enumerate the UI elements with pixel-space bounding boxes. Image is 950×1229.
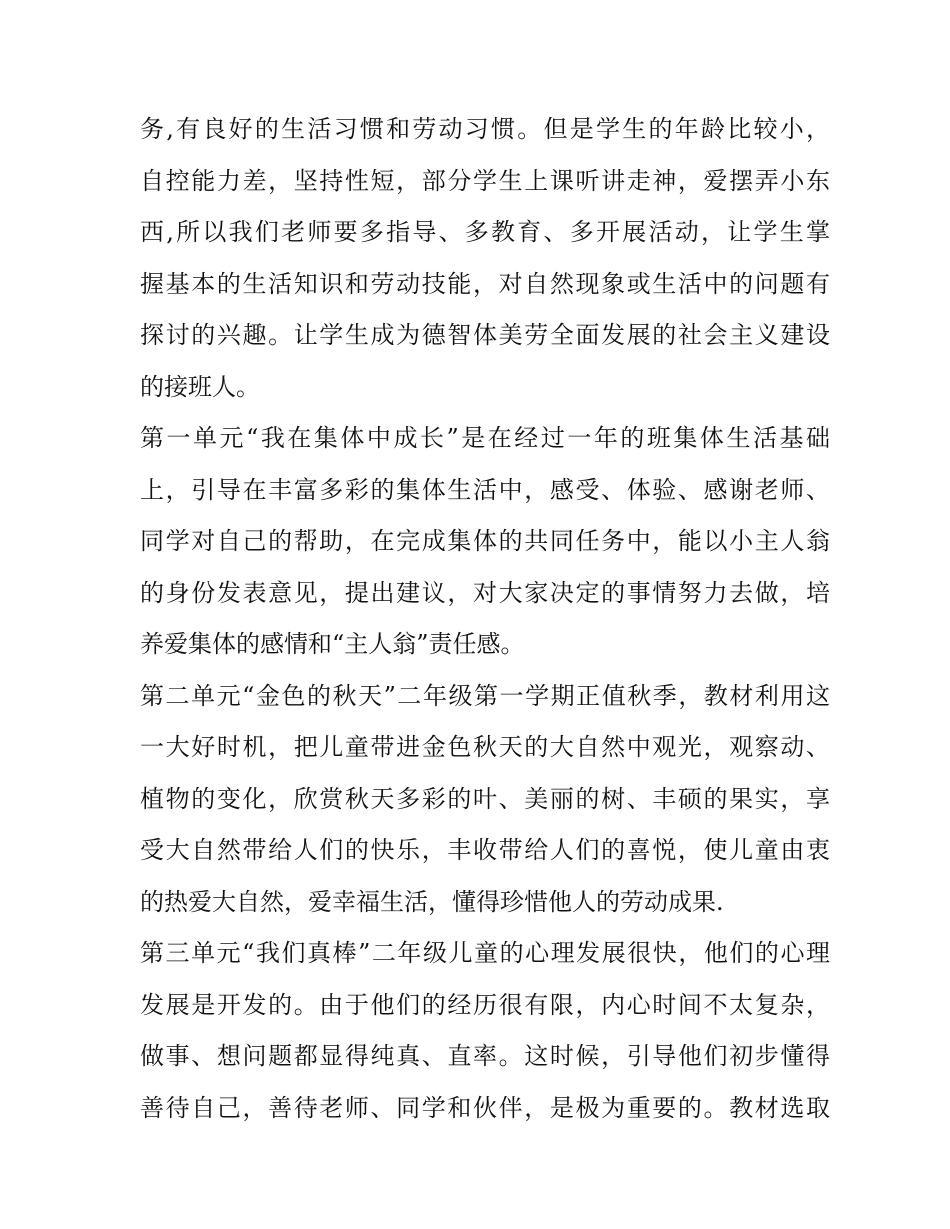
text-line: 务,有良好的生活习惯和劳动习惯。但是学生的年龄比较小，: [140, 115, 830, 143]
text-line: 受大自然带给人们的快乐，丰收带给人们的喜悦，使儿童由衷: [140, 836, 830, 864]
text-line: 的身份发表意见，提出建议，对大家决定的事情努力去做，培: [140, 578, 830, 607]
text-line: 自控能力差，坚持性短，部分学生上课听讲走神，爱摆弄小东: [140, 166, 830, 195]
text-line: 探讨的兴趣。让学生成为德智体美劳全面发展的社会主义建设: [140, 321, 830, 349]
text-line: 西,所以我们老师要多指导、多教育、多开展活动，让学生掌: [140, 218, 830, 246]
text-line: 第一单元“我在集体中成长”是在经过一年的班集体生活基础: [140, 424, 830, 452]
text-line: 善待自己，善待老师、同学和伙伴，是极为重要的。教材选取: [140, 1093, 830, 1122]
text-line: 养爱集体的感情和“主人翁”责任感。: [140, 630, 525, 658]
text-line: 的热爱大自然，爱幸福生活，懂得珍惜他人的劳动成果.: [140, 887, 724, 916]
body-text: [140, 104, 830, 1134]
text-line: 做事、想问题都显得纯真、直率。这时候，引导他们初步懂得: [140, 1042, 830, 1070]
text-line: 发展是开发的。由于他们的经历很有限，内心时间不太复杂，: [140, 990, 830, 1019]
text-line: 一大好时机，把儿童带进金色秋天的大自然中观光，观察动、: [140, 733, 830, 761]
text-line: 上，引导在丰富多彩的集体生活中，感受、体验、感谢老师、: [140, 475, 830, 504]
text-line: 握基本的生活知识和劳动技能，对自然现象或生活中的问题有: [140, 269, 830, 298]
text-line: 第二单元“金色的秋天”二年级第一学期正值秋季，教材利用这: [140, 681, 830, 710]
text-line: 的接班人。: [140, 372, 260, 401]
text-line: 植物的变化，欣赏秋天多彩的叶、美丽的树、丰硕的果实，享: [140, 784, 830, 813]
text-line: 同学对自己的帮助，在完成集体的共同任务中，能以小主人翁: [140, 527, 830, 555]
text-line: 第三单元“我们真棒”二年级儿童的心理发展很快，他们的心理: [140, 939, 830, 967]
